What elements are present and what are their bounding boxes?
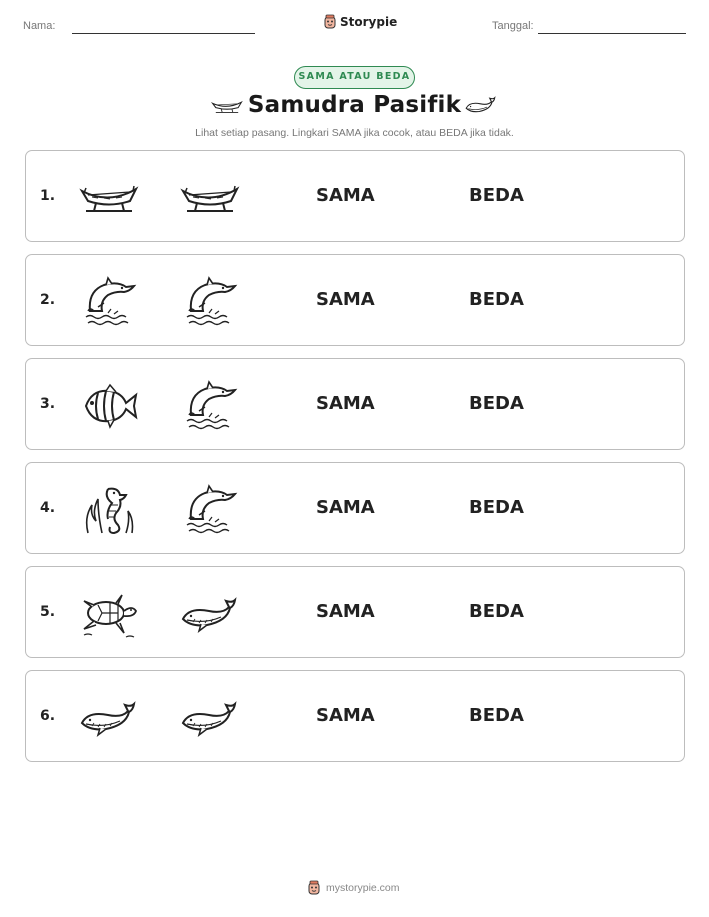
different-option[interactable]: BEDA (469, 289, 524, 310)
footer (307, 880, 400, 896)
name-label: Nama: (23, 20, 56, 32)
worksheet-tag: SAMA ATAU BEDA (294, 66, 415, 89)
dolphin-icon (78, 273, 140, 331)
different-option[interactable]: BEDA (469, 705, 524, 726)
brand-logo (323, 14, 397, 30)
storypie-logo-icon (323, 14, 337, 30)
row-number: 4. (40, 500, 56, 516)
same-option[interactable]: SAMA (316, 497, 375, 518)
row-number: 2. (40, 292, 56, 308)
instructions: Lihat setiap pasang. Lingkari SAMA jika cocok, atau BEDA jika tidak. (195, 127, 514, 139)
pair-row-5 (25, 566, 685, 658)
different-option[interactable]: BEDA (469, 185, 524, 206)
pair-row-1 (25, 150, 685, 242)
row-number: 1. (40, 188, 56, 204)
whale-icon (179, 689, 241, 747)
row-number: 6. (40, 708, 56, 724)
pair-row-6 (25, 670, 685, 762)
row-number: 3. (40, 396, 56, 412)
different-option[interactable]: BEDA (469, 497, 524, 518)
canoe-icon (179, 169, 241, 227)
whale-icon (464, 96, 498, 116)
pair-row-2 (25, 254, 685, 346)
turtle-icon (78, 585, 140, 643)
different-option[interactable]: BEDA (469, 601, 524, 622)
whale-icon (179, 585, 241, 643)
brand-name: Storypie (340, 15, 398, 29)
whale-icon (78, 689, 140, 747)
same-option[interactable]: SAMA (316, 601, 375, 622)
dolphin-icon (179, 377, 241, 435)
fish-icon (78, 377, 140, 435)
different-option[interactable]: BEDA (469, 393, 524, 414)
seahorse-icon (78, 481, 140, 539)
same-option[interactable]: SAMA (316, 185, 375, 206)
dolphin-icon (179, 481, 241, 539)
pair-row-3 (25, 358, 685, 450)
page-title: Samudra Pasifik (247, 92, 462, 118)
storypie-logo-icon (307, 880, 321, 896)
footer-site[interactable]: mystorypie.com (326, 882, 400, 894)
pair-row-4 (25, 462, 685, 554)
date-label: Tanggal: (492, 20, 534, 32)
row-number: 5. (40, 604, 56, 620)
same-option[interactable]: SAMA (316, 705, 375, 726)
same-option[interactable]: SAMA (316, 289, 375, 310)
date-field-line[interactable] (538, 33, 686, 34)
dolphin-icon (179, 273, 241, 331)
canoe-icon (78, 169, 140, 227)
same-option[interactable]: SAMA (316, 393, 375, 414)
name-field-line[interactable] (72, 33, 255, 34)
